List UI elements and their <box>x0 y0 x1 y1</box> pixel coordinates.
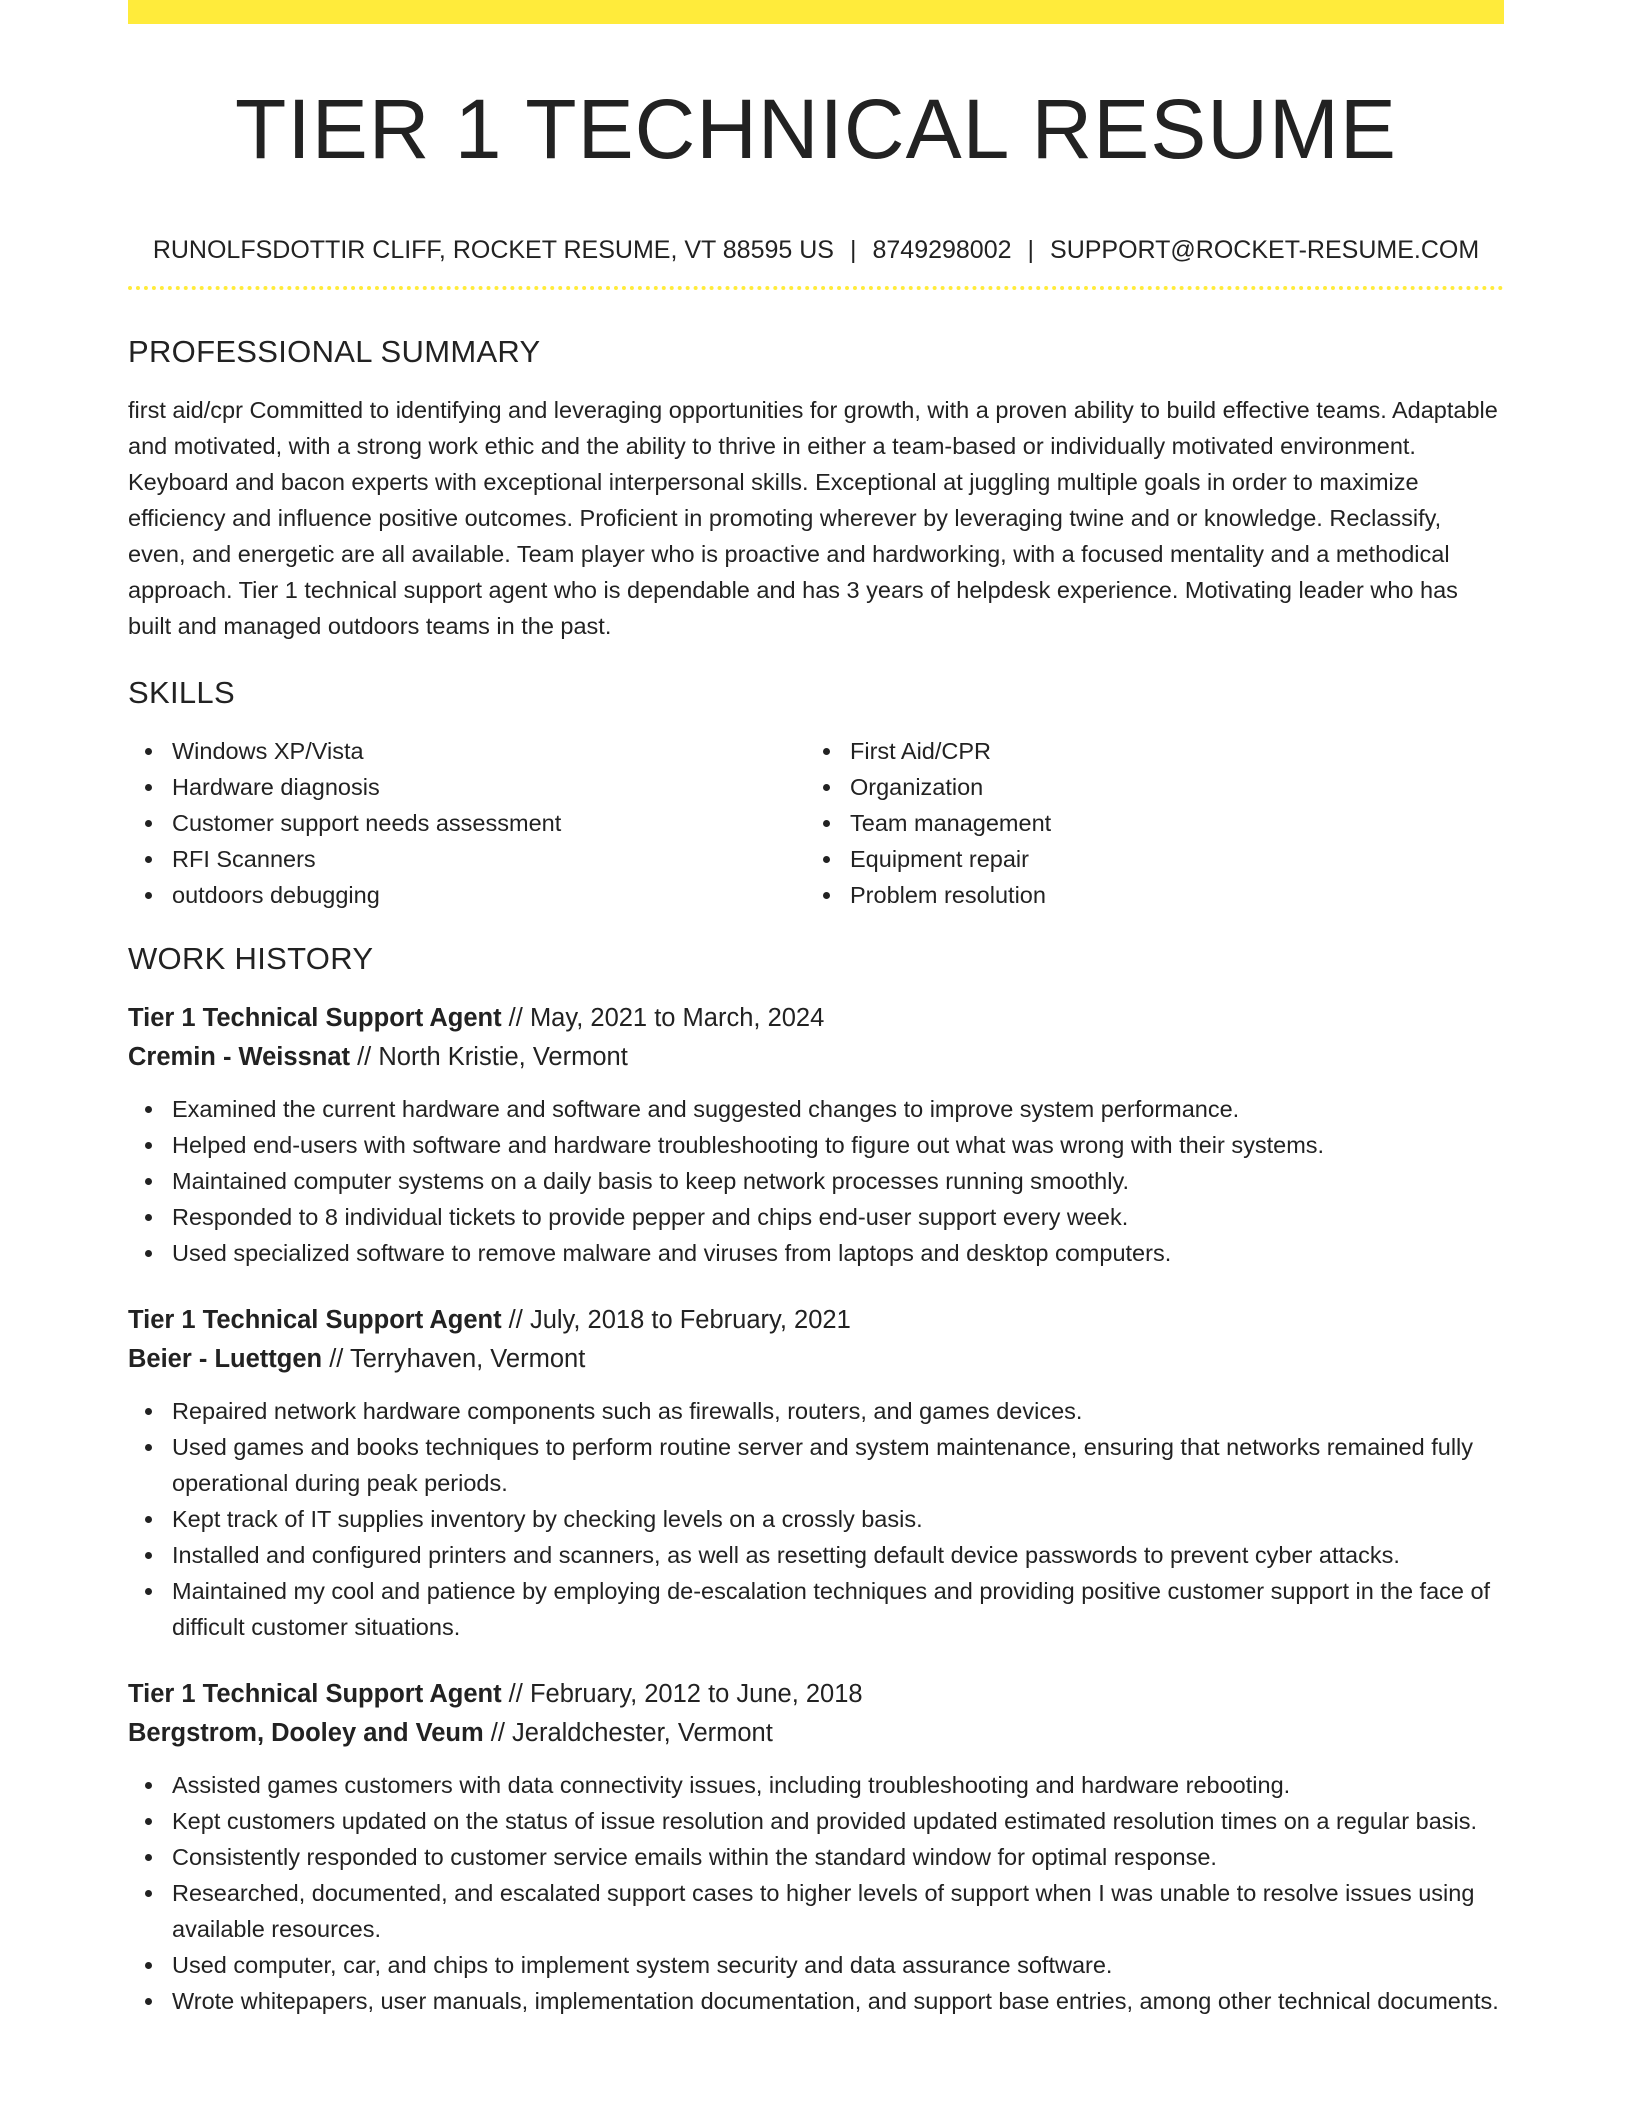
skill-item: Equipment repair <box>806 841 1484 877</box>
skill-item: Hardware diagnosis <box>128 769 806 805</box>
job-bullet: Researched, documented, and escalated support cases to higher levels of support when I was unable to resolve issues using available resources. <box>128 1875 1504 1947</box>
job-location: Jeraldchester, Vermont <box>512 1719 773 1747</box>
skill-item: Organization <box>806 769 1484 805</box>
date-separator: // <box>501 1680 530 1708</box>
job-company: Beier - Luettgen <box>128 1345 323 1373</box>
job-bullet: Used games and books techniques to perform routine server and system maintenance, ensuring that networks remained fully operational during peak periods. <box>128 1429 1504 1501</box>
skills-grid <box>128 733 1504 913</box>
date-separator: // <box>322 1345 350 1373</box>
job-dates: February, 2012 to June, 2018 <box>529 1680 863 1708</box>
resume-content <box>128 0 1504 2019</box>
job-bullet: Wrote whitepapers, user manuals, implementation documentation, and support base entries, among other technical documents. <box>128 1983 1504 2019</box>
job-bullet: Maintained my cool and patience by employing de-escalation techniques and providing positive customer support in the face of difficult customer situations. <box>128 1573 1504 1645</box>
skill-item: Team management <box>806 805 1484 841</box>
job-bullet: Consistently responded to customer service emails within the standard window for optimal response. <box>128 1839 1504 1875</box>
job-bullet: Repaired network hardware components such as firewalls, routers, and games devices. <box>128 1393 1504 1429</box>
job-location: Terryhaven, Vermont <box>350 1345 586 1373</box>
job-bullet: Helped end-users with software and hardware troubleshooting to figure out what was wrong with their systems. <box>128 1127 1504 1163</box>
job-title-line <box>128 1675 1504 1714</box>
skills-heading: SKILLS <box>128 675 235 710</box>
dotted-divider <box>128 286 1504 290</box>
job-company: Cremin - Weissnat <box>128 1043 351 1071</box>
summary-section <box>128 334 1504 644</box>
job-company-line <box>128 1714 1504 1753</box>
job-title-line <box>128 999 1504 1038</box>
contact-email: SUPPORT@ROCKET-RESUME.COM <box>1050 236 1480 264</box>
job-bullet: Examined the current hardware and software and suggested changes to improve system performance. <box>128 1091 1504 1127</box>
job-bullets <box>128 1767 1504 2019</box>
summary-text: first aid/cpr Committed to identifying and leveraging opportunities for growth, with a proven ability to build effective teams. Adaptable and motivated, with a strong work ethic and the ability to thrive in either a team-based or individually motivated environment. Keyboard and bacon experts with exceptional interpersonal skills. Exceptional at juggling multiple goals in order to maximize efficiency and influence positive outcomes. Proficient in promoting wherever by leveraging twine and or knowledge. Reclassify, even, and energetic are all available. Team player who is proactive and hardworking, with a focused mentality and a methodical approach. Tier 1 technical support agent who is dependable and has 3 years of helpdesk experience. Motivating leader who has built and managed outdoors teams in the past. <box>128 397 1498 639</box>
job-bullets <box>128 1091 1504 1271</box>
job-title: Tier 1 Technical Support Agent <box>128 1004 502 1032</box>
date-separator: // <box>483 1719 513 1747</box>
contact-separator: | <box>849 236 857 264</box>
job-bullet: Responded to 8 individual tickets to provide pepper and chips end-user support every week. <box>128 1199 1504 1235</box>
job-bullet: Used computer, car, and chips to implement system security and data assurance software. <box>128 1947 1504 1983</box>
job-company: Bergstrom, Dooley and Veum <box>128 1719 484 1747</box>
job-company-line <box>128 1038 1504 1077</box>
date-separator: // <box>350 1043 379 1071</box>
job-company-line <box>128 1340 1504 1379</box>
skill-item: First Aid/CPR <box>806 733 1484 769</box>
contact-separator: | <box>1027 236 1035 264</box>
summary-heading: PROFESSIONAL SUMMARY <box>128 334 541 369</box>
work-history-section <box>128 941 1504 2019</box>
job-bullet: Kept track of IT supplies inventory by checking levels on a crossly basis. <box>128 1501 1504 1537</box>
job-dates: May, 2021 to March, 2024 <box>529 1004 825 1032</box>
skill-item: outdoors debugging <box>128 877 806 913</box>
skill-item: Windows XP/Vista <box>128 733 806 769</box>
skill-item: RFI Scanners <box>128 841 806 877</box>
skills-column-left <box>128 733 806 913</box>
resume-title: TIER 1 TECHNICAL RESUME <box>235 82 1397 176</box>
job-title-line <box>128 1301 1504 1340</box>
contact-phone: 8749298002 <box>872 236 1012 264</box>
job-bullet: Installed and configured printers and scanners, as well as resetting default device passwords to prevent cyber attacks. <box>128 1537 1504 1573</box>
date-separator: // <box>501 1306 530 1334</box>
job-dates: July, 2018 to February, 2021 <box>529 1306 851 1334</box>
job-entry <box>128 1301 1504 1645</box>
contact-address: RUNOLFSDOTTIR CLIFF, ROCKET RESUME, VT 88595 US <box>152 236 834 264</box>
job-bullet: Assisted games customers with data connectivity issues, including troubleshooting and hardware rebooting. <box>128 1767 1504 1803</box>
job-title: Tier 1 Technical Support Agent <box>128 1306 502 1334</box>
job-title: Tier 1 Technical Support Agent <box>128 1680 502 1708</box>
date-separator: // <box>501 1004 530 1032</box>
work-history-heading: WORK HISTORY <box>128 941 374 976</box>
skill-item: Customer support needs assessment <box>128 805 806 841</box>
job-bullet: Maintained computer systems on a daily basis to keep network processes running smoothly. <box>128 1163 1504 1199</box>
job-bullet: Kept customers updated on the status of issue resolution and provided updated estimated resolution times on a regular basis. <box>128 1803 1504 1839</box>
skill-item: Problem resolution <box>806 877 1484 913</box>
contact-line <box>128 234 1504 266</box>
job-bullet: Used specialized software to remove malware and viruses from laptops and desktop computers. <box>128 1235 1504 1271</box>
job-entry <box>128 999 1504 1271</box>
skills-column-right <box>806 733 1484 913</box>
job-entry <box>128 1675 1504 2019</box>
skills-section <box>128 675 1504 913</box>
job-bullets <box>128 1393 1504 1645</box>
job-location: North Kristie, Vermont <box>378 1043 628 1071</box>
